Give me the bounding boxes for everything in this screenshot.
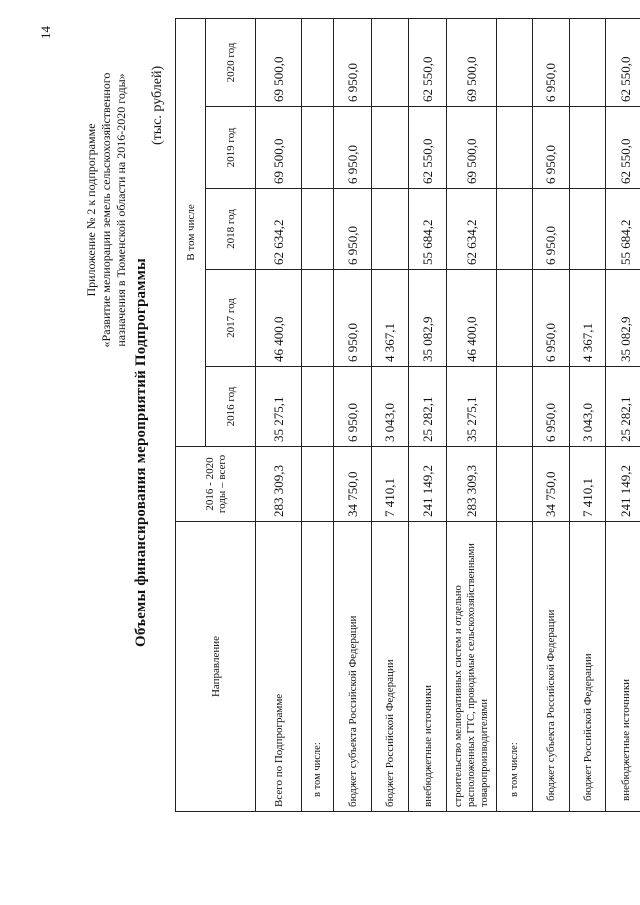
table-row <box>302 18 334 811</box>
row-value-2018: 6 950,0 <box>533 189 570 270</box>
row-value-2019: 6 950,0 <box>334 107 372 189</box>
row-value-2016 <box>497 367 533 447</box>
header-year-2020: 2020 год <box>206 18 256 106</box>
row-value-2017 <box>497 270 533 367</box>
row-value-2017: 46 400,0 <box>256 270 302 367</box>
header-total: 2016 - 2020 годы – всего <box>176 447 256 522</box>
row-label: бюджет субъекта Российской Федерации <box>334 522 372 812</box>
page-number: 14 <box>38 26 53 39</box>
row-value-2017: 4 367,1 <box>372 270 409 367</box>
row-total: 7 410,1 <box>372 447 409 522</box>
row-value-2020 <box>302 18 334 106</box>
row-label: Всего по Подпрограмме <box>256 522 302 812</box>
table-row <box>533 18 570 811</box>
appendix-line-1: Приложение № 2 к подпрограмме <box>84 123 98 297</box>
row-value-2020 <box>372 18 409 106</box>
row-value-2016: 6 950,0 <box>334 367 372 447</box>
table-row <box>409 18 447 811</box>
row-label: бюджет субъекта Российской Федерации <box>533 522 570 812</box>
row-label: внебюджетные источники <box>606 522 640 812</box>
row-value-2018: 55 684,2 <box>606 189 640 270</box>
row-label: бюджет Российской Федерации <box>372 522 409 812</box>
row-label: бюджет Российской Федерации <box>570 522 606 812</box>
row-value-2016: 3 043,0 <box>570 367 606 447</box>
row-value-2019: 69 500,0 <box>256 107 302 189</box>
row-total: 283 309,3 <box>447 447 497 522</box>
document-title: Объемы финансирования мероприятий Подпрограммы <box>133 258 149 647</box>
row-value-2016: 25 282,1 <box>409 367 447 447</box>
header-direction: Направление <box>176 522 256 812</box>
row-value-2017: 35 082,9 <box>606 270 640 367</box>
row-value-2018 <box>497 189 533 270</box>
table-row <box>497 18 533 811</box>
header-year-2016: 2016 год <box>206 367 256 447</box>
table-row <box>606 18 640 811</box>
row-value-2019 <box>497 107 533 189</box>
row-total: 34 750,0 <box>533 447 570 522</box>
row-value-2020: 6 950,0 <box>533 18 570 106</box>
table-row <box>447 18 497 811</box>
row-value-2020 <box>497 18 533 106</box>
row-value-2019 <box>302 107 334 189</box>
row-value-2020: 69 500,0 <box>447 18 497 106</box>
row-total <box>497 447 533 522</box>
row-value-2018: 55 684,2 <box>409 189 447 270</box>
row-value-2018: 6 950,0 <box>334 189 372 270</box>
row-value-2016 <box>302 367 334 447</box>
appendix-line-2: «Развитие мелиорации земель сельскохозяйственного <box>99 72 113 348</box>
header-including: В том числе <box>176 18 206 446</box>
appendix-line-3: назначения в Тюменской области на 2016-2020 годы» <box>114 73 128 347</box>
row-value-2017: 4 367,1 <box>570 270 606 367</box>
row-value-2016: 6 950,0 <box>533 367 570 447</box>
row-label: в том числе: <box>497 522 533 812</box>
table-row <box>256 18 302 811</box>
units-label: (тыс. рублей) <box>150 65 165 145</box>
row-value-2018 <box>302 189 334 270</box>
table-row <box>570 18 606 811</box>
row-value-2017: 46 400,0 <box>447 270 497 367</box>
row-total: 34 750,0 <box>334 447 372 522</box>
row-value-2018 <box>372 189 409 270</box>
table-row <box>334 18 372 811</box>
row-value-2017: 35 082,9 <box>409 270 447 367</box>
row-label: внебюджетные источники <box>409 522 447 812</box>
header-year-2019: 2019 год <box>206 107 256 189</box>
header-year-2017: 2017 год <box>206 270 256 367</box>
row-value-2016: 3 043,0 <box>372 367 409 447</box>
row-value-2019: 6 950,0 <box>533 107 570 189</box>
row-total: 283 309,3 <box>256 447 302 522</box>
row-label: строительство мелиоративных систем и отдельно расположенных ГТС, проводимые сельскохозяйственными товаропроизводителями <box>447 522 497 812</box>
row-total: 7 410,1 <box>570 447 606 522</box>
row-value-2019: 62 550,0 <box>409 107 447 189</box>
row-value-2019: 69 500,0 <box>447 107 497 189</box>
row-label: в том числе: <box>302 522 334 812</box>
row-value-2019 <box>372 107 409 189</box>
row-value-2020: 6 950,0 <box>334 18 372 106</box>
row-value-2017: 6 950,0 <box>533 270 570 367</box>
row-value-2018: 62 634,2 <box>256 189 302 270</box>
row-value-2020 <box>570 18 606 106</box>
row-value-2016: 25 282,1 <box>606 367 640 447</box>
row-value-2020: 62 550,0 <box>606 18 640 106</box>
financing-table <box>175 18 640 812</box>
row-value-2016: 35 275,1 <box>256 367 302 447</box>
appendix-note <box>84 25 129 395</box>
row-value-2018: 62 634,2 <box>447 189 497 270</box>
row-value-2017: 6 950,0 <box>334 270 372 367</box>
row-value-2020: 62 550,0 <box>409 18 447 106</box>
table-row <box>372 18 409 811</box>
row-value-2018 <box>570 189 606 270</box>
row-value-2019: 62 550,0 <box>606 107 640 189</box>
row-total <box>302 447 334 522</box>
row-value-2016: 35 275,1 <box>447 367 497 447</box>
header-year-2018: 2018 год <box>206 189 256 270</box>
row-value-2019 <box>570 107 606 189</box>
row-value-2017 <box>302 270 334 367</box>
row-total: 241 149,2 <box>409 447 447 522</box>
row-value-2020: 69 500,0 <box>256 18 302 106</box>
row-total: 241 149,2 <box>606 447 640 522</box>
